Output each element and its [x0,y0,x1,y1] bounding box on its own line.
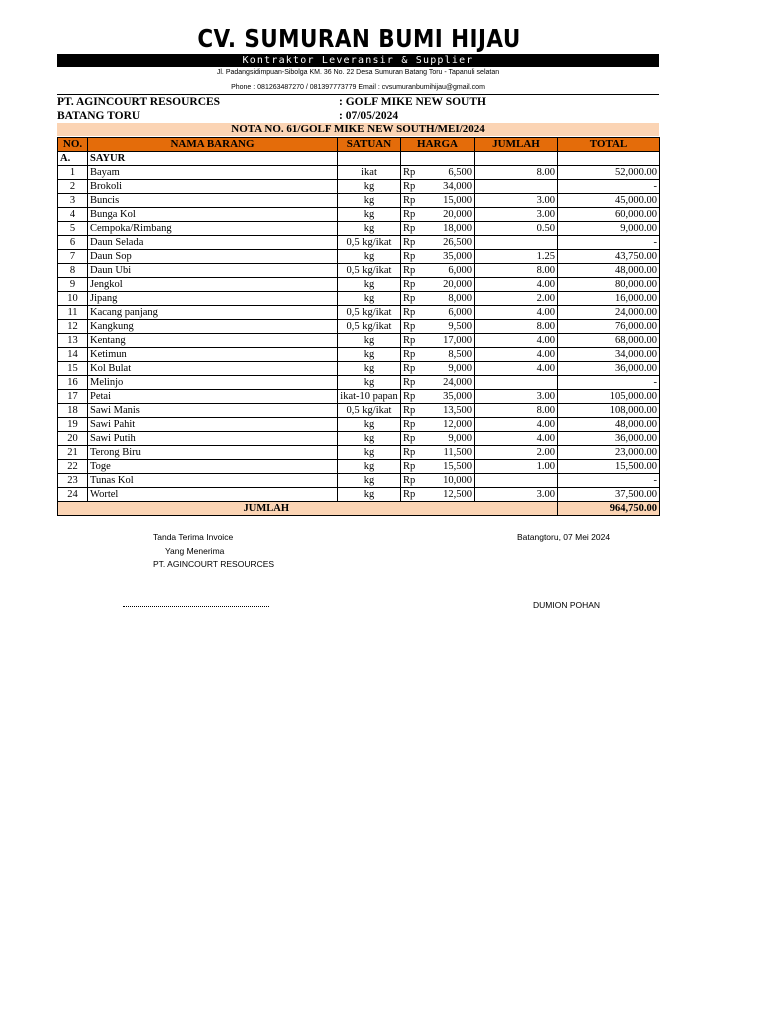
item-name: Kol Bulat [88,362,338,376]
items-table [57,137,660,516]
company-name: CV. SUMURAN BUMI HIJAU [197,24,521,53]
item-name: Petai [88,390,338,404]
item-unit: kg [338,180,401,194]
item-unit: 0,5 kg/ikat [338,320,401,334]
item-currency: Rp [401,376,419,390]
item-price: 9,000 [419,432,475,446]
item-currency: Rp [401,264,419,278]
item-no: 11 [58,306,88,320]
section-row [58,152,660,166]
item-price: 26,500 [419,236,475,250]
item-no: 1 [58,166,88,180]
item-no: 21 [58,446,88,460]
item-unit: kg [338,446,401,460]
table-row [58,460,660,474]
item-name: Jipang [88,292,338,306]
item-name: Buncis [88,194,338,208]
item-no: 19 [58,418,88,432]
item-name: Daun Selada [88,236,338,250]
table-row [58,320,660,334]
item-no: 8 [58,264,88,278]
item-currency: Rp [401,306,419,320]
table-row [58,334,660,348]
table-row [58,306,660,320]
item-currency: Rp [401,432,419,446]
item-currency: Rp [401,446,419,460]
signer-name: DUMION POHAN [533,600,601,610]
item-unit: kg [338,362,401,376]
receiver-company: PT. AGINCOURT RESOURCES [153,559,275,569]
item-currency: Rp [401,180,419,194]
item-price: 15,000 [419,194,475,208]
item-total: - [558,376,660,390]
item-price: 8,000 [419,292,475,306]
col-header-unit: SATUAN [338,138,401,152]
item-unit: kg [338,376,401,390]
item-price: 18,000 [419,222,475,236]
item-total: - [558,474,660,488]
table-row [58,278,660,292]
item-name: Melinjo [88,376,338,390]
item-total: 76,000.00 [558,320,660,334]
item-qty: 4.00 [475,334,558,348]
ship-to: : GOLF MIKE NEW SOUTH [339,96,486,108]
item-total: 80,000.00 [558,278,660,292]
customer-location: BATANG TORU [57,110,141,122]
item-name: Sawi Manis [88,404,338,418]
nota-title: NOTA NO. 61/GOLF MIKE NEW SOUTH/MEI/2024 [57,123,659,136]
col-header-name: NAMA BARANG [88,138,338,152]
table-row [58,166,660,180]
item-unit: kg [338,222,401,236]
receiver-signature-line [123,606,269,607]
item-price: 34,000 [419,180,475,194]
item-qty: 8.00 [475,404,558,418]
item-name: Brokoli [88,180,338,194]
item-unit: kg [338,292,401,306]
grand-total: 964,750.00 [558,502,660,516]
item-total: 15,500.00 [558,460,660,474]
item-price: 9,500 [419,320,475,334]
table-row [58,264,660,278]
item-currency: Rp [401,488,419,502]
item-currency: Rp [401,474,419,488]
item-qty: 3.00 [475,208,558,222]
item-unit: kg [338,334,401,348]
item-no: 23 [58,474,88,488]
item-currency: Rp [401,418,419,432]
item-no: 6 [58,236,88,250]
item-price: 35,000 [419,250,475,264]
company-contact: Phone : 081263487270 / 081397773779 Email : cvsumuranbumihijau@gmail.com [231,84,485,91]
table-header-row [58,138,660,152]
item-qty: 4.00 [475,348,558,362]
item-no: 17 [58,390,88,404]
col-header-total: TOTAL [558,138,660,152]
item-no: 13 [58,334,88,348]
item-name: Kacang panjang [88,306,338,320]
item-price: 17,000 [419,334,475,348]
item-qty [475,180,558,194]
item-qty: 4.00 [475,432,558,446]
item-total: 16,000.00 [558,292,660,306]
item-price: 24,000 [419,376,475,390]
total-row [58,502,660,516]
item-name: Daun Ubi [88,264,338,278]
item-name: Sawi Putih [88,432,338,446]
item-qty: 2.00 [475,292,558,306]
item-qty: 4.00 [475,278,558,292]
item-currency: Rp [401,278,419,292]
table-row [58,180,660,194]
item-no: 12 [58,320,88,334]
item-unit: 0,5 kg/ikat [338,306,401,320]
item-qty: 8.00 [475,166,558,180]
item-total: 68,000.00 [558,334,660,348]
item-total: 48,000.00 [558,418,660,432]
item-qty: 3.00 [475,488,558,502]
item-name: Cempoka/Rimbang [88,222,338,236]
table-row [58,236,660,250]
item-currency: Rp [401,208,419,222]
item-unit: kg [338,208,401,222]
item-price: 12,500 [419,488,475,502]
item-qty: 4.00 [475,362,558,376]
item-name: Bunga Kol [88,208,338,222]
item-price: 20,000 [419,208,475,222]
item-total: - [558,236,660,250]
item-unit: kg [338,194,401,208]
item-total: 9,000.00 [558,222,660,236]
item-name: Daun Sop [88,250,338,264]
table-row [58,488,660,502]
place-date: Batangtoru, 07 Mei 2024 [517,532,611,542]
item-qty [475,236,558,250]
item-total: 52,000.00 [558,166,660,180]
table-row [58,250,660,264]
table-row [58,376,660,390]
item-no: 18 [58,404,88,418]
item-price: 6,500 [419,166,475,180]
item-qty: 2.00 [475,446,558,460]
item-name: Kangkung [88,320,338,334]
item-currency: Rp [401,390,419,404]
item-price: 8,500 [419,348,475,362]
item-total: 34,000.00 [558,348,660,362]
item-no: 4 [58,208,88,222]
item-unit: kg [338,250,401,264]
item-no: 5 [58,222,88,236]
item-name: Kentang [88,334,338,348]
item-price: 9,000 [419,362,475,376]
item-currency: Rp [401,320,419,334]
item-price: 15,500 [419,460,475,474]
col-header-no: NO. [58,138,88,152]
item-qty: 4.00 [475,306,558,320]
item-no: 15 [58,362,88,376]
item-no: 20 [58,432,88,446]
receipt-label: Tanda Terima Invoice [153,532,234,542]
item-name: Sawi Pahit [88,418,338,432]
item-no: 2 [58,180,88,194]
col-header-qty: JUMLAH [475,138,558,152]
item-total: 36,000.00 [558,432,660,446]
table-row [58,404,660,418]
item-unit: kg [338,460,401,474]
item-total: 37,500.00 [558,488,660,502]
item-qty: 1.00 [475,460,558,474]
item-qty: 1.25 [475,250,558,264]
item-currency: Rp [401,236,419,250]
item-qty: 3.00 [475,194,558,208]
section-title: SAYUR [88,152,338,166]
table-row [58,348,660,362]
tagline-bar: Kontraktor Leveransir & Supplier [57,54,659,67]
item-currency: Rp [401,460,419,474]
item-no: 3 [58,194,88,208]
item-qty [475,474,558,488]
item-currency: Rp [401,404,419,418]
item-name: Bayam [88,166,338,180]
item-currency: Rp [401,292,419,306]
item-qty: 3.00 [475,390,558,404]
item-total: 105,000.00 [558,390,660,404]
item-price: 20,000 [419,278,475,292]
company-address: Jl. Padangsidimpuan-Sibolga KM. 36 No. 22 Desa Sumuran Batang Toru - Tapanuli selatan [216,69,500,76]
table-row [58,446,660,460]
item-total: 60,000.00 [558,208,660,222]
item-qty: 8.00 [475,320,558,334]
item-qty [475,376,558,390]
item-no: 7 [58,250,88,264]
item-price: 13,500 [419,404,475,418]
item-currency: Rp [401,334,419,348]
item-unit: 0,5 kg/ikat [338,264,401,278]
item-no: 16 [58,376,88,390]
item-total: 108,000.00 [558,404,660,418]
item-name: Wortel [88,488,338,502]
item-currency: Rp [401,166,419,180]
table-row [58,292,660,306]
item-currency: Rp [401,348,419,362]
item-currency: Rp [401,194,419,208]
receiver-label: Yang Menerima [165,546,225,556]
item-unit: kg [338,488,401,502]
item-name: Toge [88,460,338,474]
customer-name: PT. AGINCOURT RESOURCES [57,96,221,108]
item-no: 22 [58,460,88,474]
table-row [58,208,660,222]
item-total: 48,000.00 [558,264,660,278]
item-currency: Rp [401,222,419,236]
item-qty: 8.00 [475,264,558,278]
item-no: 9 [58,278,88,292]
item-unit: kg [338,432,401,446]
item-price: 6,000 [419,306,475,320]
item-currency: Rp [401,250,419,264]
item-unit: kg [338,418,401,432]
item-name: Jengkol [88,278,338,292]
item-price: 35,000 [419,390,475,404]
item-unit: kg [338,474,401,488]
table-row [58,418,660,432]
item-total: 45,000.00 [558,194,660,208]
table-row [58,474,660,488]
item-total: 24,000.00 [558,306,660,320]
item-name: Terong Biru [88,446,338,460]
item-qty: 4.00 [475,418,558,432]
section-code: A. [58,152,88,166]
item-no: 14 [58,348,88,362]
table-row [58,194,660,208]
table-row [58,390,660,404]
item-name: Tunas Kol [88,474,338,488]
item-price: 6,000 [419,264,475,278]
table-row [58,432,660,446]
item-unit: kg [338,348,401,362]
item-price: 11,500 [419,446,475,460]
item-unit: 0,5 kg/ikat [338,404,401,418]
table-row [58,362,660,376]
item-no: 10 [58,292,88,306]
item-total: 36,000.00 [558,362,660,376]
item-total: - [558,180,660,194]
item-qty: 0.50 [475,222,558,236]
total-label: JUMLAH [58,502,475,516]
item-unit: ikat [338,166,401,180]
invoice-date: : 07/05/2024 [339,110,399,122]
item-unit: 0,5 kg/ikat [338,236,401,250]
table-row [58,222,660,236]
item-no: 24 [58,488,88,502]
item-price: 12,000 [419,418,475,432]
col-header-price: HARGA [401,138,475,152]
item-unit: ikat-10 papan [338,390,401,404]
item-total: 23,000.00 [558,446,660,460]
item-total: 43,750.00 [558,250,660,264]
item-currency: Rp [401,362,419,376]
item-price: 10,000 [419,474,475,488]
item-unit: kg [338,278,401,292]
item-name: Ketimun [88,348,338,362]
